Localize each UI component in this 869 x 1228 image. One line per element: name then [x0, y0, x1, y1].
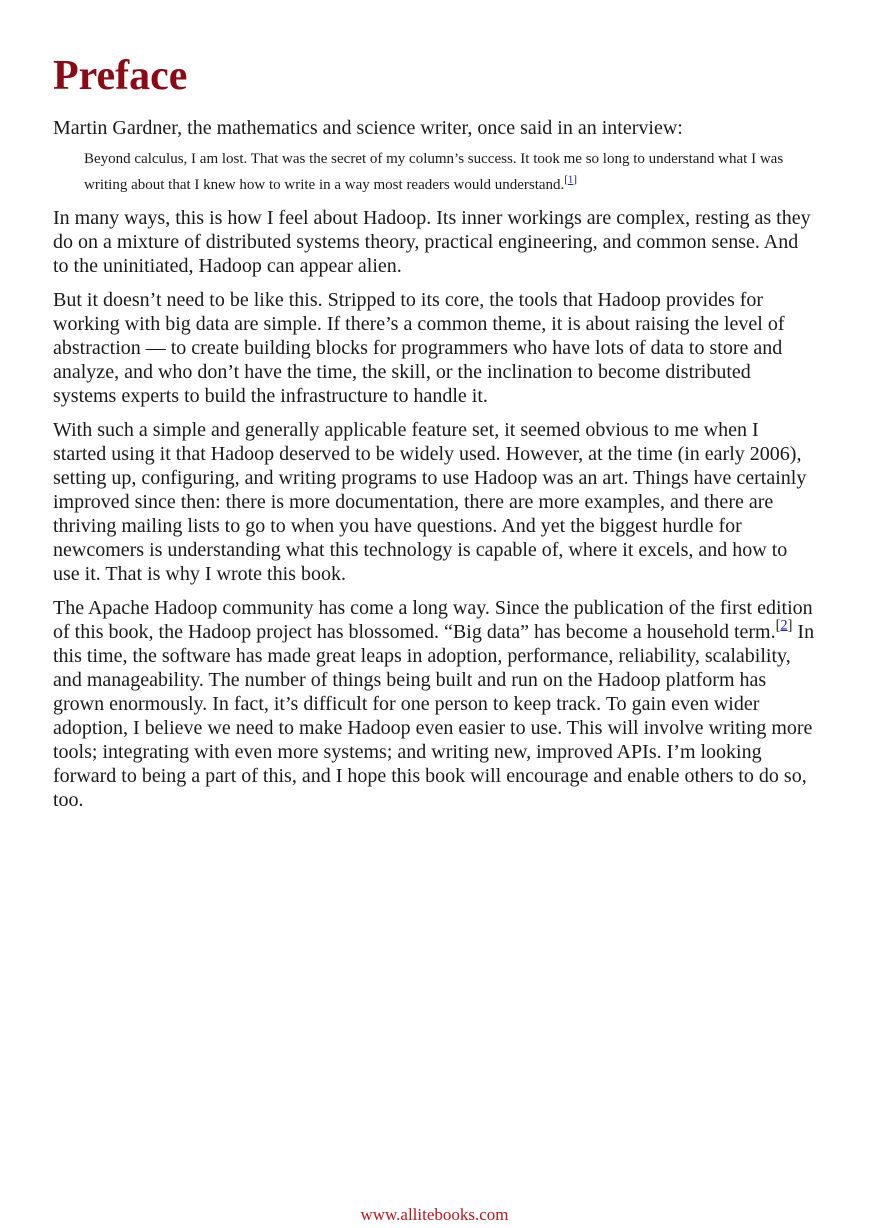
- body-paragraph: In many ways, this is how I feel about Hadoop. Its inner workings are complex, resting as they do on a mixture of distributed systems theory, practical engineering, and common sense. And to the uninitiated, Hadoop can appear alien.: [53, 207, 811, 277]
- footnote-bracket-open: [: [564, 173, 568, 186]
- intro-paragraph: Martin Gardner, the mathematics and science writer, once said in an interview:: [53, 117, 683, 139]
- quote-text: Beyond calculus, I am lost. That was the secret of my column’s success. It took me so long to understand what I was writing about that I knew how to write in a way most readers would understand.: [84, 151, 784, 193]
- footnote-ref-1[interactable]: [564, 174, 577, 186]
- footnote-link-2[interactable]: 2: [780, 617, 788, 634]
- footnote-bracket-close: ]: [787, 617, 793, 634]
- paragraph-text-before-footnote: The Apache Hadoop community has come a long way. Since the publication of the first edition of this book, the Hadoop project has blossomed. “Big data” has become a household term.: [53, 597, 813, 643]
- body-paragraph-last: [53, 596, 815, 812]
- page-title: Preface: [53, 53, 188, 99]
- footnote-bracket-open: [: [775, 617, 781, 634]
- body-paragraph: But it doesn’t need to be like this. Stripped to its core, the tools that Hadoop provides for working with big data are simple. If there’s a common theme, it is about raising the level of abstraction — to create building blocks for programmers who have lots of data to store and analyze, and who don’t have the time, the skill, or the inclination to become distributed systems experts to build the infrastructure to handle it.: [53, 289, 785, 407]
- footnote-ref-2[interactable]: [776, 617, 793, 633]
- footnote-link-1[interactable]: 1: [567, 173, 574, 186]
- body-paragraph: With such a simple and generally applicable feature set, it seemed obvious to me when I started using it that Hadoop deserved to be widely used. However, at the time (in early 2006), setting up, configuring, and writing programs to use Hadoop was an art. Things have certainly improved since then: there is more documentation, there are more examples, and there are thriving mailing lists to go to when you have questions. And yet the biggest hurdle for newcomers is understanding what this technology is capable of, where it excels, and how to use it. That is why I wrote this book.: [53, 419, 807, 585]
- footnote-bracket-close: ]: [573, 173, 577, 186]
- quote-block: [84, 146, 815, 198]
- page-content: [53, 52, 815, 822]
- paragraph-text-after-footnote: In this time, the software has made great leaps in adoption, performance, reliability, scalability, and manageability. The number of things being built and run on the Hadoop platform has grown enormously. In fact, it’s difficult for one person to keep track. To gain even wider adoption, I believe we need to make Hadoop even easier to use. This will involve writing more tools; integrating with even more systems; and writing new, improved APIs. I’m looking forward to being a part of this, and I hope this book will encourage and enable others to do so, too.: [53, 621, 815, 811]
- footer-watermark-link[interactable]: www.allitebooks.com: [360, 1205, 509, 1224]
